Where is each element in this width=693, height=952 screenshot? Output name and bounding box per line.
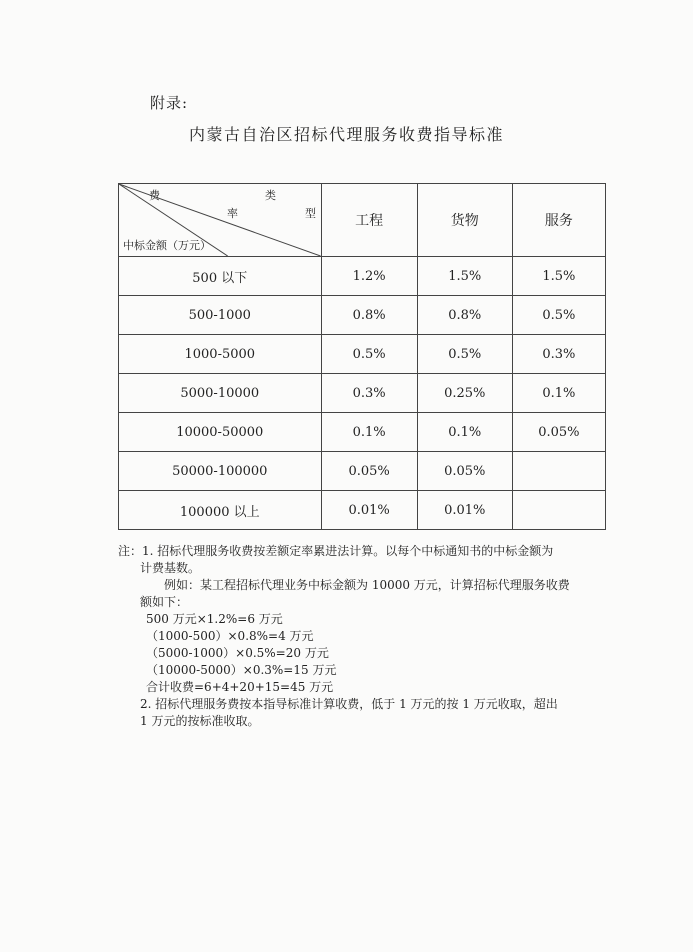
note-1-line: 注：1. 招标代理服务收费按差额定率累进法计算。以每个中标通知书的中标金额为 — [118, 544, 554, 558]
table-row — [119, 335, 606, 374]
table-row — [119, 413, 606, 452]
table-row — [119, 374, 606, 413]
amount-range-cell: 5000-10000 — [119, 374, 322, 413]
header-amount-label: 中标金额（万元） — [123, 239, 211, 252]
rate-cell — [512, 452, 605, 491]
rate-cell: 0.05% — [512, 413, 605, 452]
rate-cell: 1.2% — [321, 257, 417, 296]
fee-table — [118, 183, 606, 530]
rate-cell: 0.3% — [512, 335, 605, 374]
rate-cell: 0.1% — [417, 413, 512, 452]
table-row — [119, 257, 606, 296]
example-intro: 例如：某工程招标代理业务中标金额为 10000 万元，计算招标代理服务收费 — [164, 578, 570, 592]
example-intro-continuation: 额如下： — [140, 595, 189, 609]
rate-cell: 1.5% — [417, 257, 512, 296]
amount-range-cell: 500 以下 — [119, 257, 322, 296]
table-row — [119, 452, 606, 491]
calc-line: （1000-500）×0.8%=4 万元 — [146, 629, 314, 643]
rate-cell: 0.5% — [417, 335, 512, 374]
rate-cell: 0.25% — [417, 374, 512, 413]
rate-cell: 1.5% — [512, 257, 605, 296]
rate-cell: 0.1% — [321, 413, 417, 452]
amount-range-cell: 10000-50000 — [119, 413, 322, 452]
calc-line: 500 万元×1.2%=6 万元 — [146, 612, 283, 626]
note-1-continuation: 计费基数。 — [140, 561, 201, 575]
rate-cell: 0.1% — [512, 374, 605, 413]
notes-section — [118, 543, 618, 730]
calc-line: （10000-5000）×0.3%=15 万元 — [146, 663, 337, 677]
rate-cell: 0.8% — [321, 296, 417, 335]
rate-cell: 0.5% — [321, 335, 417, 374]
rate-cell: 0.8% — [417, 296, 512, 335]
header-fee-label: 费 — [149, 189, 160, 202]
header-type-label: 类 — [265, 189, 276, 202]
column-header-goods: 货物 — [417, 184, 512, 257]
rate-cell: 0.5% — [512, 296, 605, 335]
amount-range-cell: 50000-100000 — [119, 452, 322, 491]
amount-range-cell: 500-1000 — [119, 296, 322, 335]
note-2-continuation: 1 万元的按标准收取。 — [140, 714, 260, 728]
table-header-row — [119, 184, 606, 257]
rate-cell: 0.01% — [321, 491, 417, 530]
column-header-engineering: 工程 — [321, 184, 417, 257]
diagonal-header-cell — [119, 184, 322, 257]
rate-cell — [512, 491, 605, 530]
amount-range-cell: 100000 以上 — [119, 491, 322, 530]
calc-line: （5000-1000）×0.5%=20 万元 — [146, 646, 329, 660]
table-row — [119, 296, 606, 335]
rate-cell: 0.05% — [417, 452, 512, 491]
page-title: 内蒙古自治区招标代理服务收费指导标准 — [188, 125, 504, 144]
rate-cell: 0.05% — [321, 452, 417, 491]
calc-total: 合计收费=6+4+20+15=45 万元 — [146, 680, 334, 694]
amount-range-cell: 1000-5000 — [119, 335, 322, 374]
appendix-label: 附录: — [150, 94, 189, 112]
column-header-services: 服务 — [512, 184, 605, 257]
table-row — [119, 491, 606, 530]
rate-cell: 0.3% — [321, 374, 417, 413]
rate-cell: 0.01% — [417, 491, 512, 530]
header-kind-label: 型 — [305, 207, 316, 220]
note-2-line: 2. 招标代理服务费按本指导标准计算收费，低于 1 万元的按 1 万元收取，超出 — [140, 697, 558, 711]
header-rate-label: 率 — [227, 207, 238, 220]
